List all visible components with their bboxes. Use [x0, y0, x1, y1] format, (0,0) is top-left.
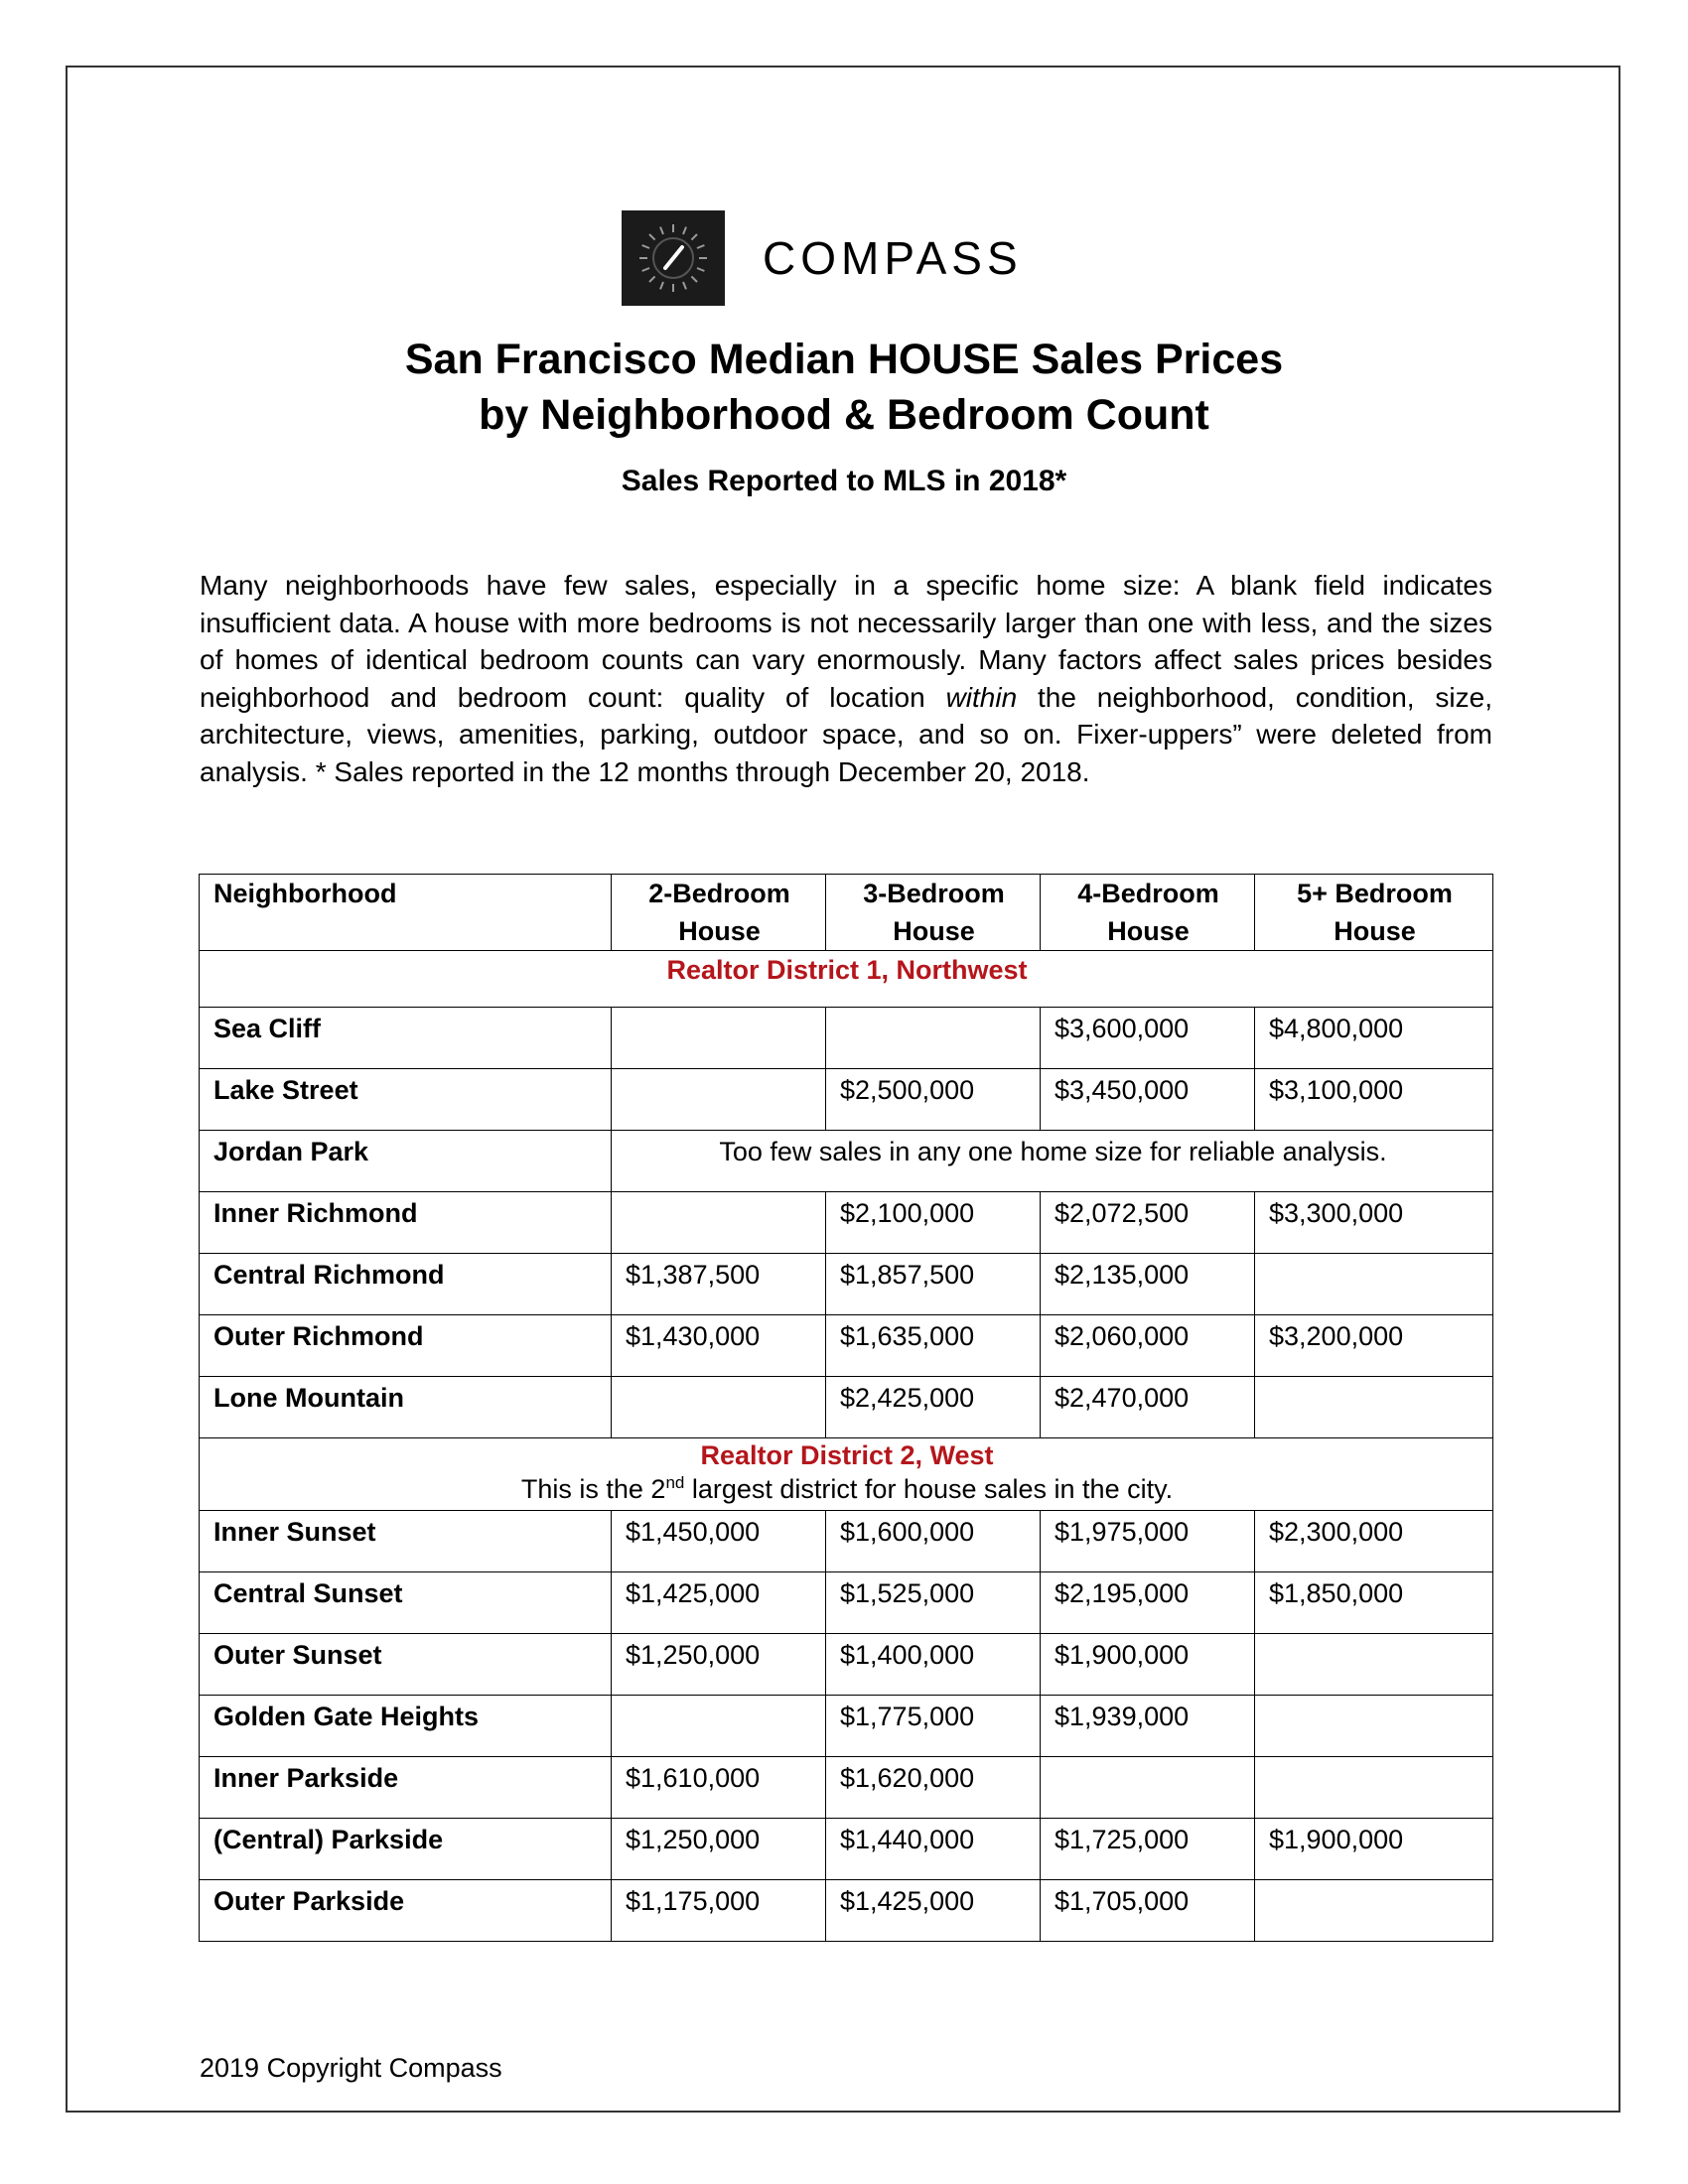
price-cell-b5 [1255, 1696, 1493, 1757]
page-subtitle: Sales Reported to MLS in 2018* [621, 465, 1067, 497]
neighborhood-name: Inner Parkside [200, 1757, 612, 1819]
logo-wordmark: COMPASS [763, 232, 1023, 284]
table-row [200, 1069, 1493, 1131]
price-cell-b4: $1,975,000 [1041, 1511, 1255, 1572]
price-cell-b4: $3,450,000 [1041, 1069, 1255, 1131]
price-cell-b3: $2,425,000 [826, 1377, 1041, 1438]
table-row [200, 1572, 1493, 1634]
neighborhood-name: Outer Richmond [200, 1315, 612, 1377]
price-cell-b4: $2,470,000 [1041, 1377, 1255, 1438]
price-cell-b4: $2,072,500 [1041, 1192, 1255, 1254]
price-cell-b2: $1,250,000 [612, 1634, 826, 1696]
price-cell-b4 [1041, 1757, 1255, 1819]
table-row [200, 1880, 1493, 1942]
price-cell-b5: $3,200,000 [1255, 1315, 1493, 1377]
price-cell-b3 [826, 1008, 1041, 1069]
district-header-row [200, 1438, 1493, 1511]
price-cell-b5 [1255, 1377, 1493, 1438]
page-title [0, 332, 1688, 443]
table-row [200, 1008, 1493, 1069]
price-cell-b5: $3,100,000 [1255, 1069, 1493, 1131]
neighborhood-name: Sea Cliff [200, 1008, 612, 1069]
district-note-sup: nd [665, 1473, 685, 1492]
table-row [200, 1511, 1493, 1572]
table-row [200, 1131, 1493, 1192]
neighborhood-name: Central Richmond [200, 1254, 612, 1315]
price-cell-b3: $2,500,000 [826, 1069, 1041, 1131]
price-cell-b2: $1,175,000 [612, 1880, 826, 1942]
price-cell-b3: $1,525,000 [826, 1572, 1041, 1634]
neighborhood-name: Jordan Park [200, 1131, 612, 1192]
price-cell-b2 [612, 1192, 826, 1254]
price-cell-b5 [1255, 1634, 1493, 1696]
price-cell-b2: $1,250,000 [612, 1819, 826, 1880]
price-cell-b5: $3,300,000 [1255, 1192, 1493, 1254]
price-table [199, 874, 1493, 1942]
price-cell-b2: $1,430,000 [612, 1315, 826, 1377]
district-header-row [200, 951, 1493, 1008]
neighborhood-name: Outer Sunset [200, 1634, 612, 1696]
district-header-cell [200, 1438, 1493, 1511]
compass-dial-icon [622, 210, 725, 306]
price-cell-b5: $4,800,000 [1255, 1008, 1493, 1069]
district-note-text: This is the 2 [520, 1474, 666, 1504]
header-5-bedroom: 5+ Bedroom House [1255, 875, 1493, 951]
neighborhood-name: Golden Gate Heights [200, 1696, 612, 1757]
price-cell-b5: $1,900,000 [1255, 1819, 1493, 1880]
district-note [213, 1472, 1480, 1506]
title-line-1: San Francisco Median HOUSE Sales Prices [404, 336, 1284, 383]
price-cell-b4: $2,060,000 [1041, 1315, 1255, 1377]
table-header-row [200, 875, 1493, 951]
price-cell-b5 [1255, 1757, 1493, 1819]
price-cell-b4: $2,135,000 [1041, 1254, 1255, 1315]
price-cell-b3: $1,400,000 [826, 1634, 1041, 1696]
price-cell-b2 [612, 1377, 826, 1438]
price-cell-b5 [1255, 1880, 1493, 1942]
price-cell-b5 [1255, 1254, 1493, 1315]
intro-paragraph [200, 567, 1492, 790]
price-cell-b3: $2,100,000 [826, 1192, 1041, 1254]
neighborhood-name: Lake Street [200, 1069, 612, 1131]
price-cell-b2 [612, 1008, 826, 1069]
table-row [200, 1819, 1493, 1880]
intro-emphasis: within [945, 681, 1018, 713]
district-title: Realtor District 1, Northwest [666, 955, 1028, 985]
price-cell-b4: $3,600,000 [1041, 1008, 1255, 1069]
price-cell-b3: $1,600,000 [826, 1511, 1041, 1572]
title-line-2: by Neighborhood & Bedroom Count [479, 391, 1209, 439]
table-row [200, 1696, 1493, 1757]
insufficient-data-note: Too few sales in any one home size for reliable analysis. [612, 1131, 1493, 1192]
price-cell-b5: $1,850,000 [1255, 1572, 1493, 1634]
price-cell-b3: $1,635,000 [826, 1315, 1041, 1377]
table-row [200, 1757, 1493, 1819]
district-header-cell [200, 951, 1493, 1008]
price-cell-b4: $1,939,000 [1041, 1696, 1255, 1757]
price-cell-b2: $1,450,000 [612, 1511, 826, 1572]
price-cell-b2: $1,610,000 [612, 1757, 826, 1819]
compass-logo [622, 210, 1023, 306]
table-row [200, 1315, 1493, 1377]
price-cell-b3: $1,440,000 [826, 1819, 1041, 1880]
intro-text-2: the neighborhood, condition, size, architecture, views, amenities, parking, outdoor space, and so on. Fixer-uppers” were deleted from analysis. * Sales reported in the 12 months through December 20, 2018. [200, 681, 1492, 787]
neighborhood-name: (Central) Parkside [200, 1819, 612, 1880]
price-cell-b2 [612, 1069, 826, 1131]
price-cell-b2 [612, 1696, 826, 1757]
table-row [200, 1634, 1493, 1696]
neighborhood-name: Central Sunset [200, 1572, 612, 1634]
price-cell-b3: $1,775,000 [826, 1696, 1041, 1757]
table-row [200, 1254, 1493, 1315]
header-4-bedroom: 4-Bedroom House [1041, 875, 1255, 951]
table-row [200, 1377, 1493, 1438]
neighborhood-name: Inner Richmond [200, 1192, 612, 1254]
footer-copyright: 2019 Copyright Compass [200, 2053, 502, 2083]
table-row [200, 1192, 1493, 1254]
neighborhood-name: Outer Parkside [200, 1880, 612, 1942]
price-cell-b3: $1,620,000 [826, 1757, 1041, 1819]
header-neighborhood: Neighborhood [200, 875, 612, 951]
header-2-bedroom: 2-Bedroom House [612, 875, 826, 951]
price-cell-b5: $2,300,000 [1255, 1511, 1493, 1572]
neighborhood-name: Lone Mountain [200, 1377, 612, 1438]
price-cell-b4: $2,195,000 [1041, 1572, 1255, 1634]
price-cell-b2: $1,387,500 [612, 1254, 826, 1315]
price-cell-b4: $1,900,000 [1041, 1634, 1255, 1696]
header-3-bedroom: 3-Bedroom House [826, 875, 1041, 951]
district-note-text: largest district for house sales in the city. [684, 1474, 1174, 1504]
price-cell-b2: $1,425,000 [612, 1572, 826, 1634]
district-title: Realtor District 2, West [700, 1440, 994, 1470]
neighborhood-name: Inner Sunset [200, 1511, 612, 1572]
price-cell-b3: $1,425,000 [826, 1880, 1041, 1942]
price-cell-b4: $1,725,000 [1041, 1819, 1255, 1880]
intro-text-1: Many neighborhoods have few sales, especially in a specific home size: A blank field indicates insufficient data. A house with more bedrooms is not necessarily larger than one with less, and the sizes of homes of identical bedroom counts can vary enormously. Many factors affect sales prices besides neighborhood and bedroom count: quality of location [200, 570, 1492, 713]
price-cell-b3: $1,857,500 [826, 1254, 1041, 1315]
price-cell-b4: $1,705,000 [1041, 1880, 1255, 1942]
